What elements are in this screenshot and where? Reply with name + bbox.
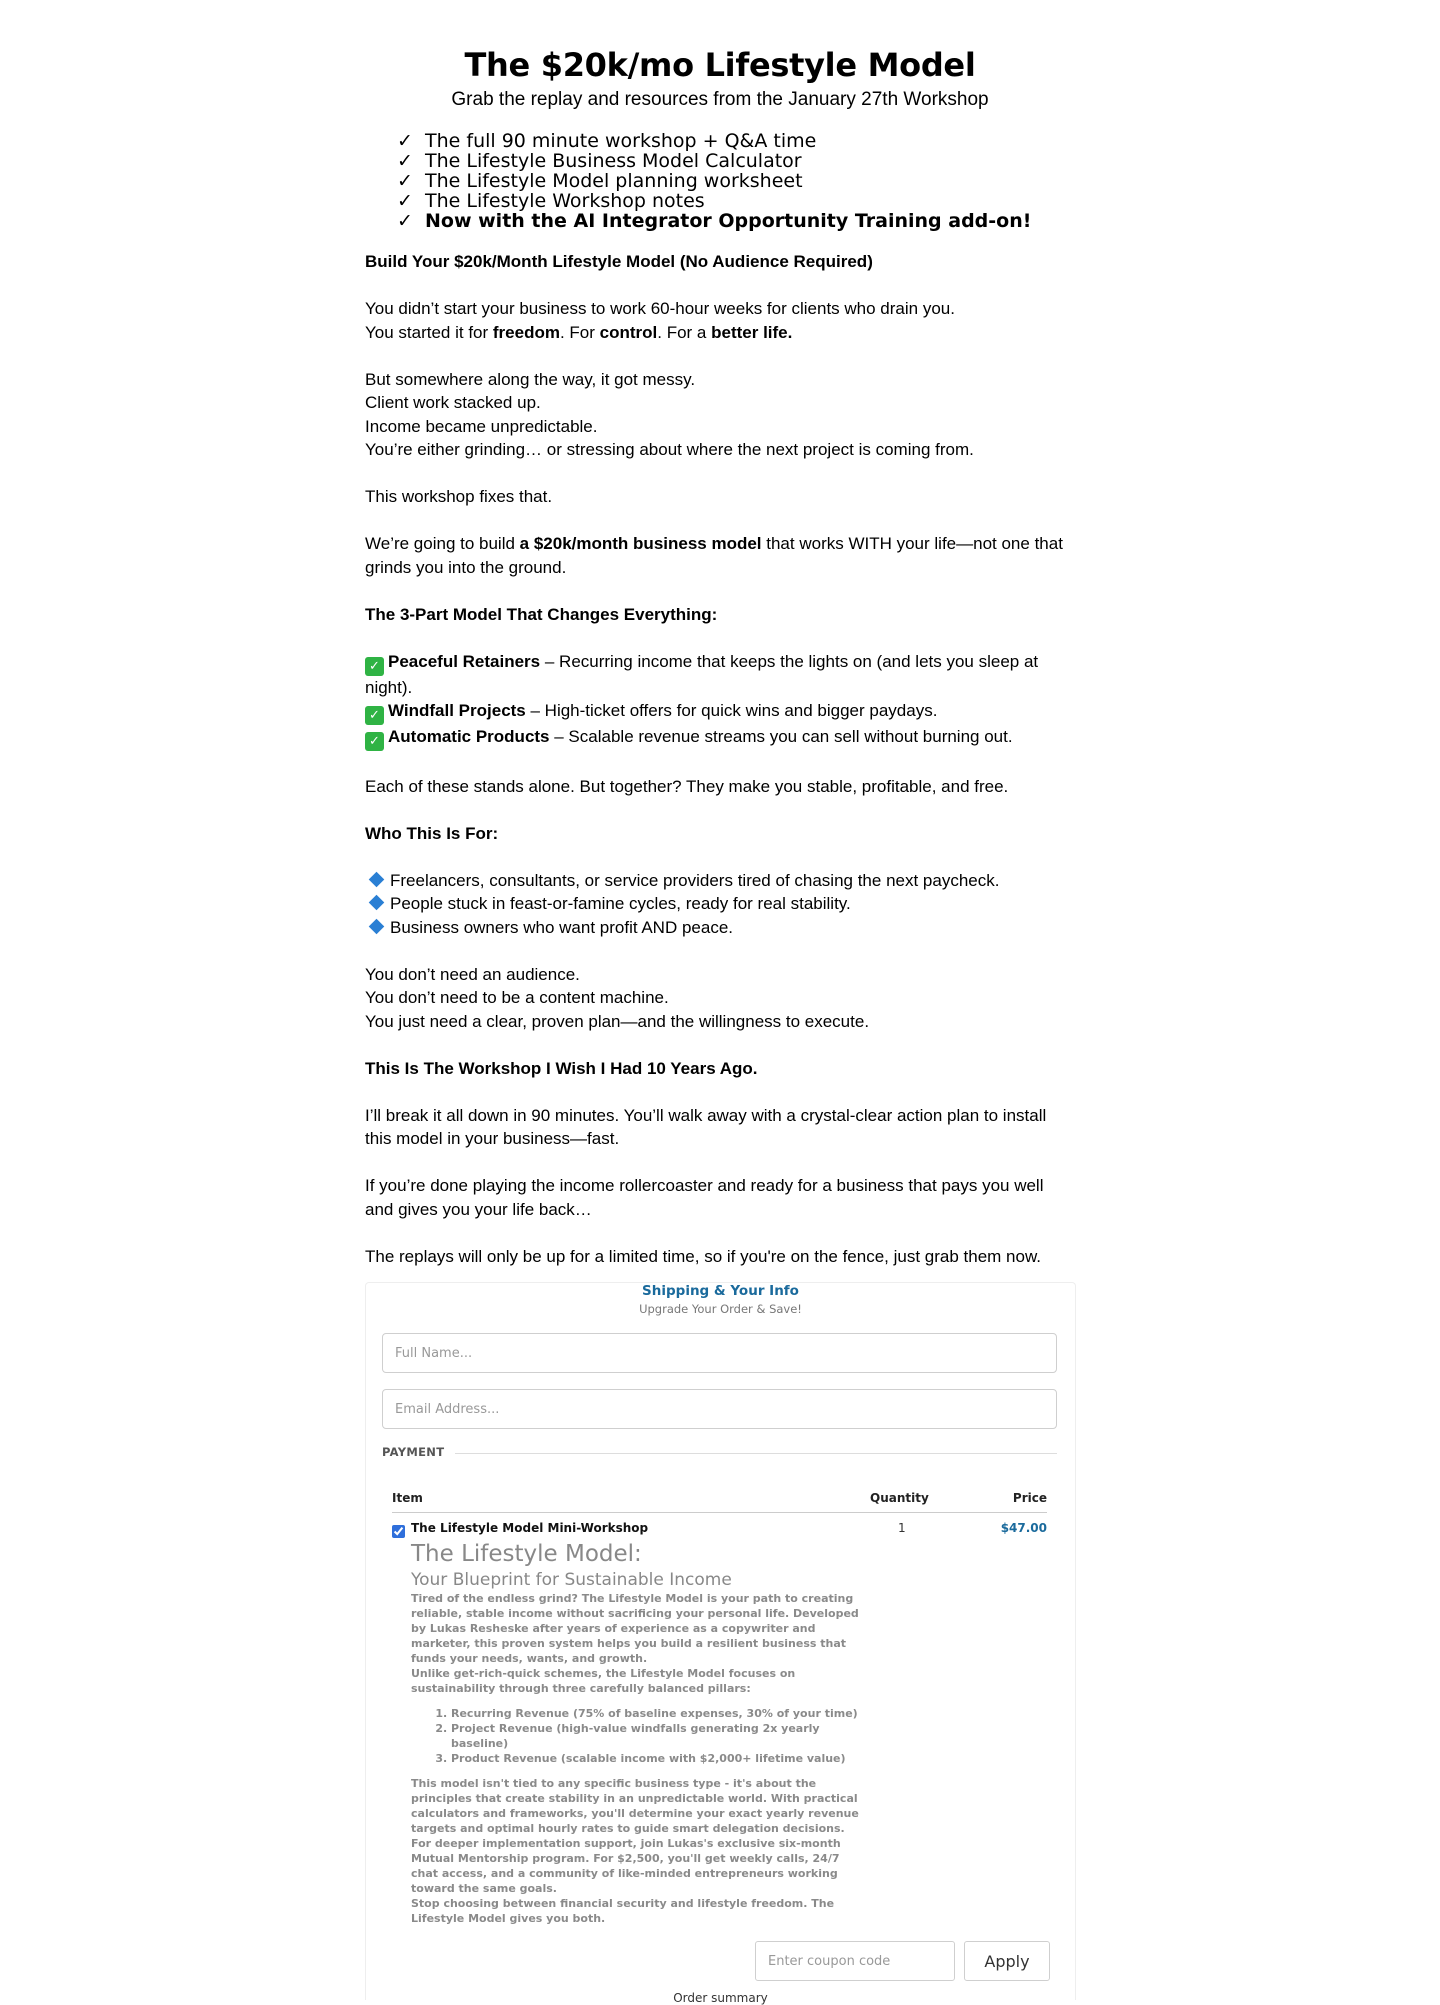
checkmark-icon: ✓ — [397, 150, 413, 172]
checkout-form — [365, 1282, 1076, 2005]
order-summary-label: Order summary — [673, 1991, 768, 2005]
table-divider — [392, 1512, 1047, 1513]
column-quantity: Quantity — [870, 1491, 929, 1505]
full-name-input[interactable] — [382, 1333, 1057, 1373]
coupon-input[interactable] — [755, 1941, 955, 1981]
blue-diamond-icon — [369, 918, 385, 934]
check-box-icon: ✓ — [365, 706, 384, 725]
paragraph: If you’re done playing the income rollercoaster and ready for a business that pays you well and gives you your life back… — [365, 1176, 1044, 1219]
description-paragraph: For deeper implementation support, join Lukas's exclusive six-month Mutual Mentorship program. For $2,500, you'll get weekly calls, 24/7 chat access, and a community of like-minded entrepreneurs working toward the same goals. — [411, 1837, 841, 1895]
apply-coupon-button[interactable]: Apply — [964, 1941, 1050, 1981]
included-list — [397, 131, 1077, 231]
checkout-subtitle: Upgrade Your Order & Save! — [639, 1302, 802, 1316]
blue-diamond-icon — [369, 895, 385, 911]
included-item: ✓ The full 90 minute workshop + Q&A time — [397, 130, 817, 152]
pillar-list: ✓ Peaceful Retainers – Recurring income that keeps the lights on (and lets you sleep at night). ✓ Windfall Projects – High-ticket offers for quick wins and bigger paydays. ✓ Automatic Products – Scalable revenue streams you can sell without burning out. — [365, 651, 1039, 749]
page-subtitle: Grab the replay and resources from the January 27th Workshop — [451, 89, 989, 110]
sales-copy — [365, 250, 1075, 1292]
page-title: The $20k/mo Lifestyle Model — [464, 46, 976, 84]
section-heading: The 3-Part Model That Changes Everything: — [365, 604, 718, 624]
included-item: ✓ The Lifestyle Model planning worksheet — [397, 170, 803, 192]
section-heading: Who This Is For: — [365, 823, 499, 843]
checkmark-icon: ✓ — [397, 210, 413, 232]
paragraph: The replays will only be up for a limited time, so if you're on the fence, just grab them now. — [365, 1246, 1042, 1266]
checkmark-icon: ✓ — [397, 190, 413, 212]
paragraph: You didn’t start your business to work 60-hour weeks for clients who drain you. You started it for freedom. For control. For a better life. — [365, 299, 955, 342]
product-price: $47.00 — [1000, 1521, 1047, 1535]
list-item: 2. Project Revenue (high-value windfalls generating 2x yearly baseline) — [451, 1721, 866, 1751]
paragraph: I’ll break it all down in 90 minutes. You’ll walk away with a crystal-clear action plan to install this model in your business—fast. — [365, 1105, 1047, 1148]
description-paragraph: Unlike get-rich-quick schemes, the Lifestyle Model focuses on sustainability through three carefully balanced pillars: — [411, 1667, 796, 1695]
product-description — [411, 1540, 866, 1926]
product-name: The Lifestyle Model Mini-Workshop — [411, 1521, 649, 1535]
checkout-title: Shipping & Your Info — [642, 1283, 799, 1299]
included-item-highlight: ✓ Now with the AI Integrator Opportunity Training add-on! — [397, 210, 1032, 232]
product-quantity: 1 — [898, 1521, 906, 1535]
description-paragraph: Stop choosing between financial security and lifestyle freedom. The Lifestyle Model gives you both. — [411, 1897, 835, 1925]
paragraph: You don’t need an audience. You don’t need to be a content machine. You just need a clear, proven plan—and the willingness to execute. — [365, 964, 870, 1031]
description-paragraph: Tired of the endless grind? The Lifestyle Model is your path to creating reliable, stable income without sacrificing your personal life. Developed by Lukas Resheske after years of experience as a copywriter and marketer, this proven system helps you build a resilient business that funds your needs, wants, and growth. — [411, 1592, 859, 1665]
product-checkbox[interactable] — [392, 1525, 405, 1538]
description-subtitle: Your Blueprint for Sustainable Income — [411, 1570, 732, 1590]
paragraph: Each of these stands alone. But together? They make you stable, profitable, and free. — [365, 776, 1009, 796]
paragraph: We’re going to build a $20k/month business model that works WITH your life—not one that grinds you into the ground. — [365, 534, 1063, 577]
paragraph: This workshop fixes that. — [365, 487, 553, 506]
check-box-icon: ✓ — [365, 732, 384, 751]
payment-label: PAYMENT — [382, 1445, 445, 1459]
section-heading: Build Your $20k/Month Lifestyle Model (No Audience Required) — [365, 252, 873, 271]
section-heading: This Is The Workshop I Wish I Had 10 Years Ago. — [365, 1058, 758, 1078]
list-item: 3. Product Revenue (scalable income with $2,000+ lifetime value) — [451, 1751, 866, 1766]
checkmark-icon: ✓ — [397, 130, 413, 152]
description-title: The Lifestyle Model: — [411, 1541, 642, 1567]
list-item: 1. Recurring Revenue (75% of baseline expenses, 30% of your time) — [451, 1706, 866, 1721]
description-paragraph: This model isn't tied to any specific business type - it's about the principles that create stability in an unpredictable world. With practical calculators and frameworks, you'll determine your exact yearly revenue targets and optimal hourly rates to guide smart delegation decisions. — [411, 1777, 859, 1835]
blue-diamond-icon — [369, 871, 385, 887]
pillars-list — [411, 1706, 866, 1766]
checkmark-icon: ✓ — [397, 170, 413, 192]
payment-divider — [455, 1453, 1057, 1454]
column-item: Item — [392, 1491, 423, 1505]
check-box-icon: ✓ — [365, 657, 384, 676]
included-item: ✓ The Lifestyle Workshop notes — [397, 190, 705, 212]
paragraph: But somewhere along the way, it got messy. Client work stacked up. Income became unpredictable. You’re either grinding… or stressing about where the next project is coming from. — [365, 369, 974, 459]
email-input[interactable] — [382, 1389, 1057, 1429]
column-price: Price — [1012, 1491, 1047, 1505]
included-item: ✓ The Lifestyle Business Model Calculator — [397, 150, 802, 172]
audience-list: Freelancers, consultants, or service providers tired of chasing the next paycheck. People stuck in feast-or-famine cycles, ready for real stability. Business owners who want profit AND peace. — [365, 869, 1075, 940]
